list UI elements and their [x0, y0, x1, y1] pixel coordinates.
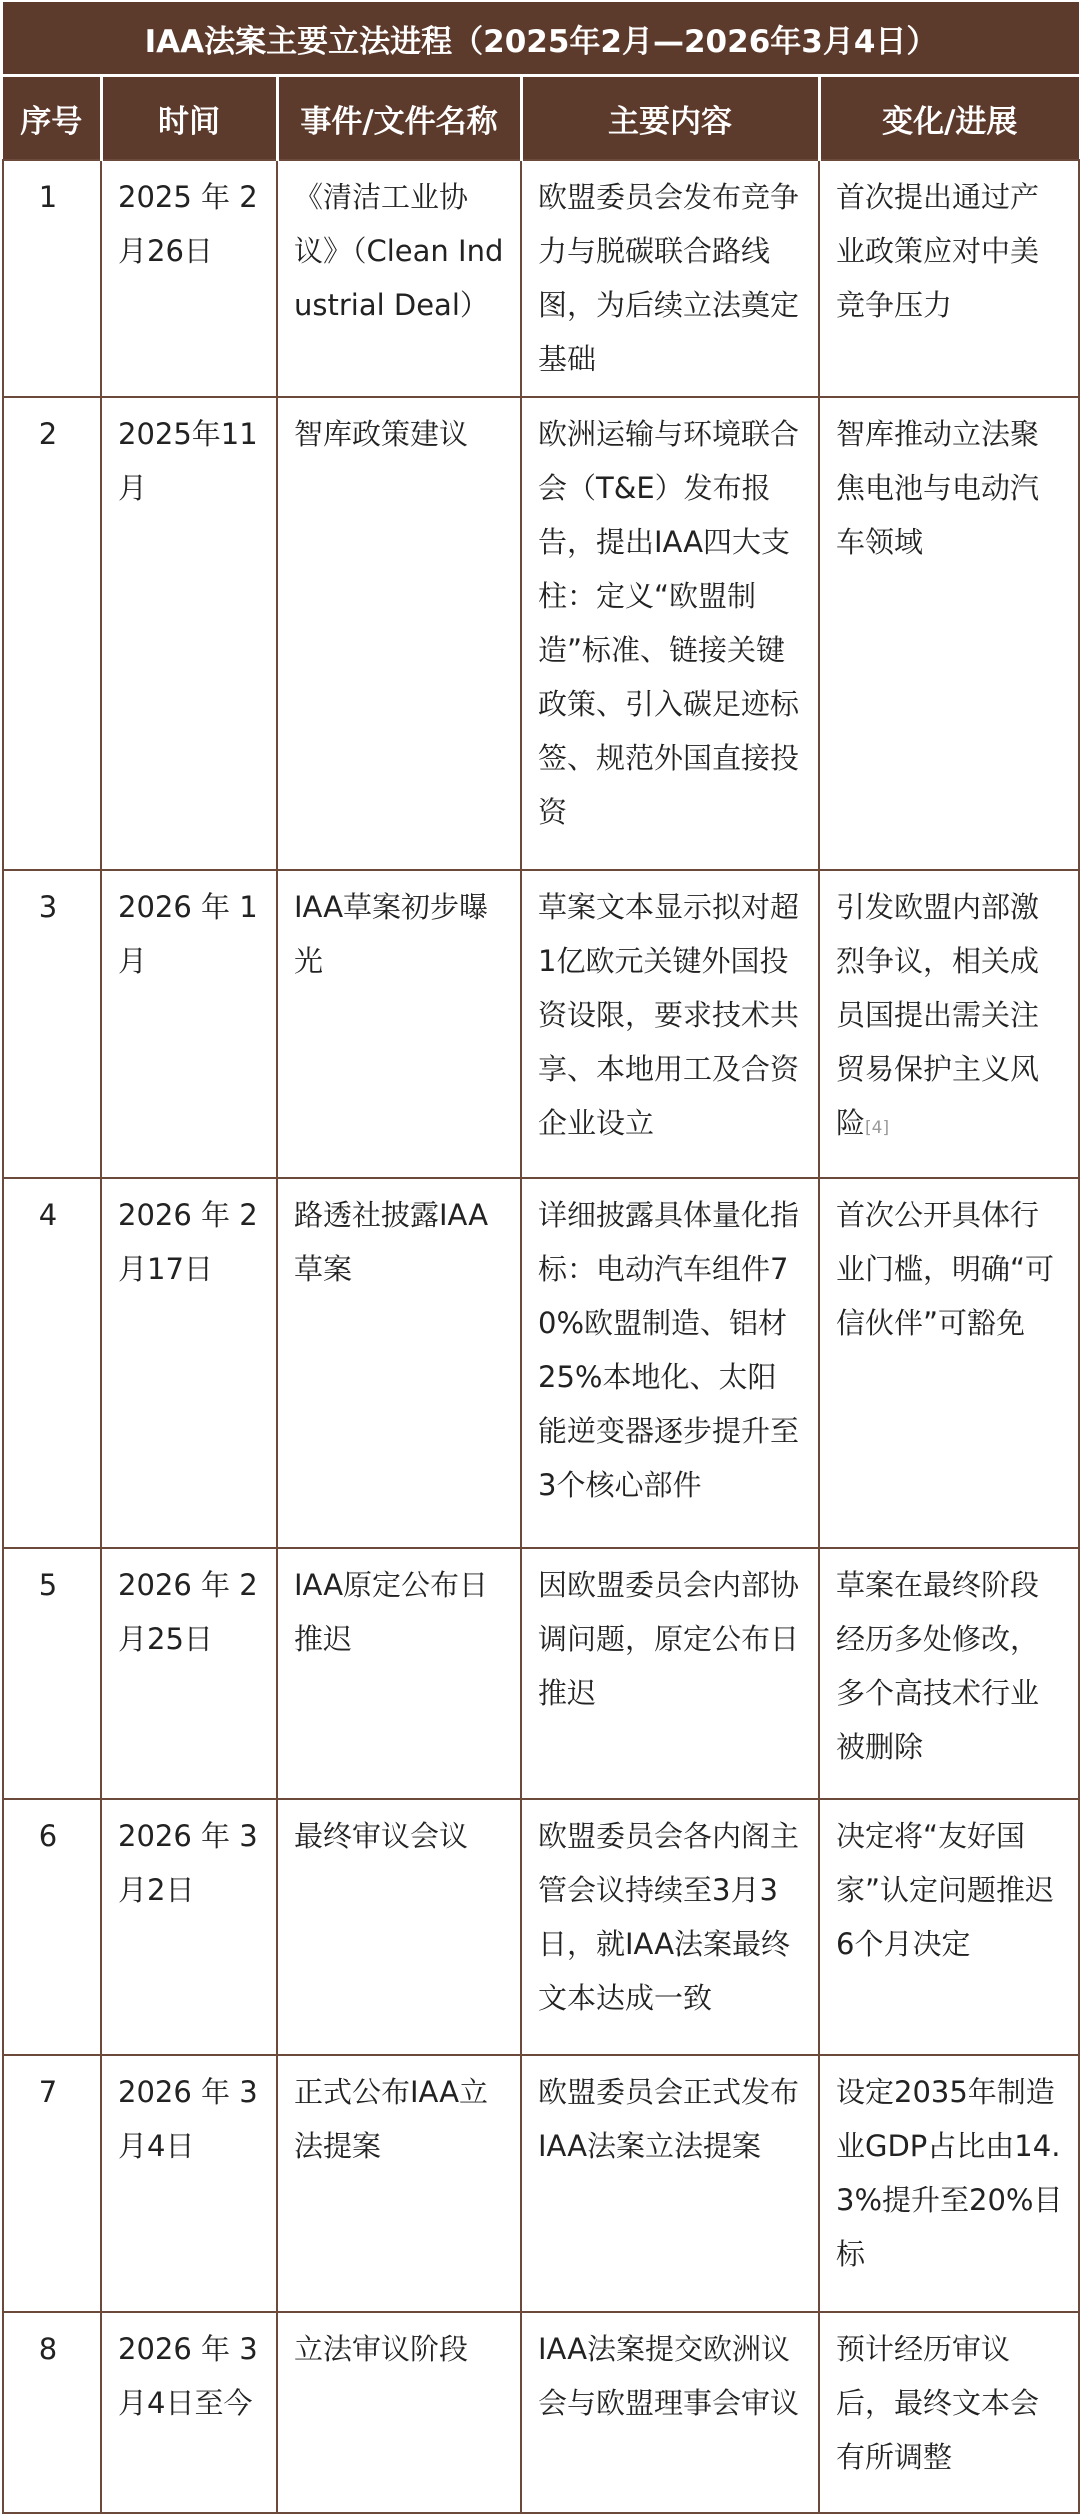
row-event: 智库政策建议	[277, 397, 521, 870]
table-row	[3, 870, 1079, 1178]
row-progress: 草案在最终阶段经历多处修改，多个高技术行业被删除	[819, 1548, 1079, 1799]
row-number: 8	[3, 2312, 101, 2513]
row-progress: 决定将“友好国家”认定问题推迟6个月决定	[819, 1799, 1079, 2055]
row-content: 因欧盟委员会内部协调问题，原定公布日推迟	[521, 1548, 819, 1799]
row-time: 2026 年 3 月4日	[101, 2055, 277, 2312]
row-time: 2025 年 2 月26日	[101, 160, 277, 397]
row-event: IAA草案初步曝光	[277, 870, 521, 1178]
citation-reference[interactable]: [4]	[865, 1118, 890, 1138]
row-number: 1	[3, 160, 101, 397]
row-time: 2026 年 1 月	[101, 870, 277, 1178]
legislation-table-container	[2, 2, 1078, 2514]
table-row	[3, 160, 1079, 397]
row-number: 7	[3, 2055, 101, 2312]
row-event: 路透社披露IAA草案	[277, 1178, 521, 1548]
row-number: 4	[3, 1178, 101, 1548]
row-event: 《清洁工业协议》（Clean Industrial Deal）	[277, 160, 521, 397]
column-header-event: 事件/文件名称	[277, 76, 521, 161]
row-event: 立法审议阶段	[277, 2312, 521, 2513]
row-time: 2026 年 3 月4日至今	[101, 2312, 277, 2513]
row-content: 欧盟委员会发布竞争力与脱碳联合路线图，为后续立法奠定基础	[521, 160, 819, 397]
column-header-number: 序号	[3, 76, 101, 161]
row-event: 最终审议会议	[277, 1799, 521, 2055]
row-progress: 首次提出通过产业政策应对中美竞争压力	[819, 160, 1079, 397]
table-row	[3, 1548, 1079, 1799]
row-progress: 预计经历审议后，最终文本会有所调整	[819, 2312, 1079, 2513]
row-number: 3	[3, 870, 101, 1178]
row-progress-cell	[819, 870, 1079, 1178]
table-row	[3, 1799, 1079, 2055]
row-time: 2025年11月	[101, 397, 277, 870]
row-content: 欧盟委员会正式发布IAA法案立法提案	[521, 2055, 819, 2312]
legislation-table	[2, 2, 1080, 2514]
row-content: 草案文本显示拟对超1亿欧元关键外国投资设限，要求技术共享、本地用工及合资企业设立	[521, 870, 819, 1178]
row-time: 2026 年 3 月2日	[101, 1799, 277, 2055]
table-row	[3, 2055, 1079, 2312]
table-title-row	[3, 2, 1079, 76]
row-progress: 智库推动立法聚焦电池与电动汽车领域	[819, 397, 1079, 870]
table-row	[3, 2312, 1079, 2513]
row-number: 6	[3, 1799, 101, 2055]
table-row	[3, 397, 1079, 870]
row-content: 详细披露具体量化指标：电动汽车组件70%欧盟制造、铝材25%本地化、太阳能逆变器逐步提升至3个核心部件	[521, 1178, 819, 1548]
row-content: 欧盟委员会各内阁主管会议持续至3月3日，就IAA法案最终文本达成一致	[521, 1799, 819, 2055]
table-header-row	[3, 76, 1079, 161]
row-time: 2026 年 2 月25日	[101, 1548, 277, 1799]
row-progress: 引发欧盟内部激烈争议，相关成员国提出需关注贸易保护主义风险	[836, 890, 1040, 1140]
row-event: 正式公布IAA立法提案	[277, 2055, 521, 2312]
table-title: IAA法案主要立法进程（2025年2月—2026年3月4日）	[3, 2, 1079, 76]
table-row	[3, 1178, 1079, 1548]
column-header-content: 主要内容	[521, 76, 819, 161]
row-number: 5	[3, 1548, 101, 1799]
row-content: IAA法案提交欧洲议会与欧盟理事会审议	[521, 2312, 819, 2513]
column-header-progress: 变化/进展	[819, 76, 1079, 161]
row-progress: 设定2035年制造业GDP占比由14.3%提升至20%目标	[819, 2055, 1079, 2312]
row-event: IAA原定公布日推迟	[277, 1548, 521, 1799]
row-time: 2026 年 2 月17日	[101, 1178, 277, 1548]
column-header-time: 时间	[101, 76, 277, 161]
row-content: 欧洲运输与环境联合会（T&E）发布报告，提出IAA四大支柱：定义“欧盟制造”标准、链接关键政策、引入碳足迹标签、规范外国直接投资	[521, 397, 819, 870]
row-progress: 首次公开具体行业门槛，明确“可信伙伴”可豁免	[819, 1178, 1079, 1548]
row-number: 2	[3, 397, 101, 870]
